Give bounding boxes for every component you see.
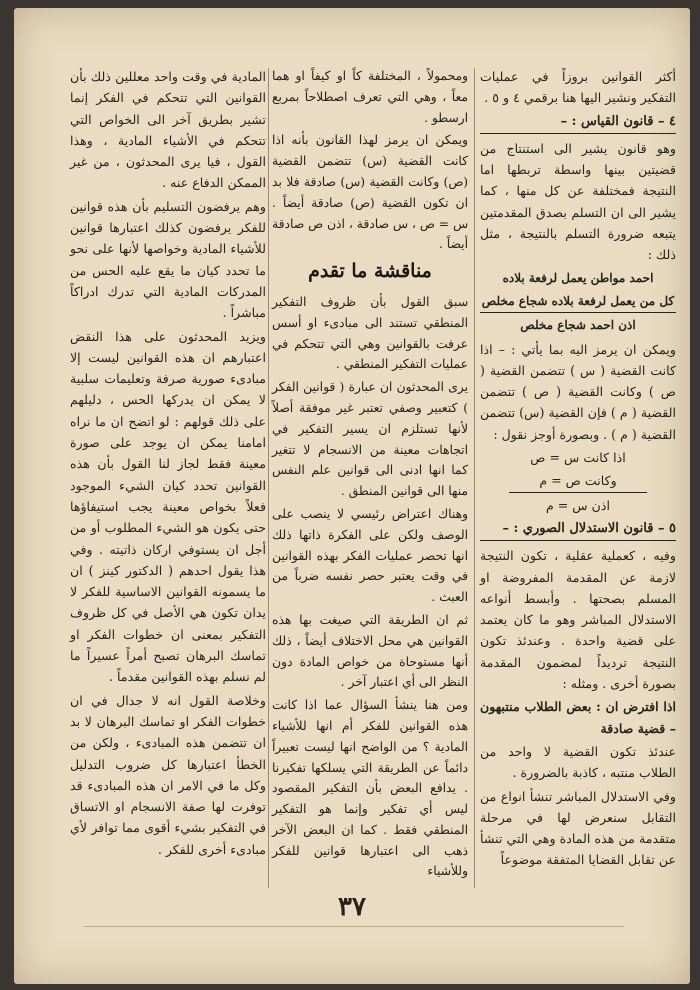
paragraph: وهو قانون يشير الى استنتاج من قضيتين بينها واسطة تربطها اما النتيجة فمختلفة عن كل منها ، كما يشير الى ان التسلم بصدق المقدمتين يتبعه ضرورة التسلم بالنتيجة ، مثل ذلك : [480,140,676,263]
column-right [480,66,676,873]
formula-line: اذن س = م [545,497,611,513]
paragraph: وهناك اعتراض رئيسي لا ينصب على الوصف ولكن على الفكرة ذاتها ذلك انها تحصر عمليات الفكر بهذه القوانين في وقت يعتبر حصر نفسه ضرباً من العبث . [272,506,468,605]
section-heading: ٥ – قانون الاستدلال الصوري : – [480,518,676,541]
paragraph: ويمكن ان يرمز اليه بما يأتي : – اذا كانت القضية ( س ) تتضمن القضية ( ص ) وكانت القضية ( ص ) تتضمن القضية ( م ) فإن القضية (س) تتضمن القضية ( م ) . وبصورة أوجز نقول : [480,341,676,442]
paragraph: وفي الاستدلال المباشر تنشأ انواع من التقابل سنعرض لها في مرحلة متقدمة من هذه المادة وهي التي تنشأ عن تقابل القضايا المتفقة موضوعاً [480,788,676,868]
paragraph: ومحمولاً ، المختلفة كاً او كيفاً او هما معاً ، وهي التي تعرف اصطلاحاً بمربع ارسطو . [272,69,468,125]
paragraph: وخلاصة القول انه لا جدال في ان خطوات الفكر او تماسك البرهان لا بد ان تتضمن هذه المبادىء ، ولكن من الخطأ اعتبارها كل ضروب التدليل وكل ما في الامر ان هذه المبادىء قد توفرت لها صفة الانسجام او الاتساق في التفكير بشيء أقوى مما توافر لأي مبادىء أخرى للفكر . [70,692,266,857]
paragraph: سبق القول بأن ظروف التفكير المنطقي تستند الى مبادىء او أسس عرفت بالقوانين وهي التي تتحكم في عمليات التفكير المنطقي . [272,294,468,372]
example-line: كل من يعمل لرفعة بلاده شجاع مخلص [480,291,676,313]
example-line: احمد مواطن يعمل لرفعة بلاده [502,270,654,285]
column-divider [474,68,475,888]
paragraph: ثم ان الطريقة التي صيغت بها هذه القوانين هي محل الاختلاف أيضاً ، ذلك أنها مستوحاة من خواص المادة دون النظر الى أي اعتبار آخر . [272,612,468,690]
paragraph: يرى المحدثون ان عبارة ( قوانين الفكر ) كتعبير وصفي تعتبر غير موفقة أصلاً لأنها تستلزم ان يسير التفكير في اتجاهات معينة من الانسجام لا تتغير كما انها ادنى الى قوانين علم النفس منها الى قوانين المنطق . [272,380,468,499]
column-middle [272,66,468,884]
column-divider [268,68,269,888]
paragraph: وفيه ، كعملية عقلية ، تكون النتيجة لازمة عن المقدمة المفروضة او المسلم بصحتها . وأبسط أنواعه الاستدلال المباشر وهو ما كان يعتمد على قضية واحدة . وعندئذ تكون النتيجة ترديداً لمضمون المقدمة بصورة أخرى . ومثله : [480,548,676,692]
formula-line: وكانت ص = م [509,470,646,492]
paragraph: عندئذ تكون القضية لا واحد من الطلاب منتبه ، كاذبة بالضرورة . [480,743,676,781]
divider [84,926,624,927]
document-page [14,8,690,984]
page-number: ٣٧ [338,892,366,922]
paragraph: ومن هنا ينشأ السؤال عما اذا كانت هذه القوانين للفكر أم انها للأشياء المادية ؟ من الواضح انها ليست تعبيراً دائماً عن الطريقة التي يسلكها تفكيرنا . يدافع البعض بأن التفكير المقصود ليس أي تفكير وإنما هو التفكير المنطقي فقط . كما ان البعض الآخر ذهب الى اعتبارها قوانين للفكر وللأشياء [272,698,468,879]
paragraph: ويزيد المحدثون على هذا النقض اعتبارهم ان هذه القوانين ليست إلا مبادىء صورية صرفة وتعليمات سلبية لا يمكن ان يدركها الحس ، دليلهم على ذلك قولهم : لو اتضح ان ما نراه امامنا يمكن ان يوجد على صورة معينة فقط لجاز لنا القول بأن هذه القوانين تحدد كيان الشيء الموجود فعلاً بخواص معينة يجب استيفاؤها حتى يكون هو الشيء المطلوب أو من أجل ان يستوفي اركان ذاتيته . وفي هذا يقول احدهم ( الدكتور كينز ) ان ما يسمونه القوانين الاساسية للفكر لا يدان تكون هي الأصل في كل ظروف التفكير بمعنى ان خطوات الفكر او تماسك البرهان تصبح أمراً عسيراً ما لم نسلم بهذه القوانين مقدماً . [70,328,266,685]
paragraph: أكثر القوانين بروزاً في عمليات التفكير ونشير اليها هنا برقمي ٤ و ٥ . [480,69,676,106]
section-title: مناقشة ما تقدم [308,260,432,283]
example-line: اذا افترض ان : بعض الطلاب منتبهون – قضية صادقة [480,699,676,736]
column-left [70,66,266,862]
paragraph: المادية في وقت واحد معللين ذلك بأن القوانين التي تتحكم في الفكر إنما تشير بطريق آخر الى الخواص التي تتحكم في الأشياء المادية ، وهذا القول ، فيا يرى المحدثون ، من غير الممكن الدفاع عنه . [70,69,266,191]
paragraph: وهم يرفضون التسليم بأن هذه قوانين للفكر يرفضون كذلك اعتبارها قوانين للأشياء المادية وخواصها لأنها على نحو ما تحدد كيان ما يقع عليه الحس من المدركات المادية التي تدرك ادراكاً مباشراً . [70,198,266,321]
section-heading: ٤ – قانون القياس : – [480,111,676,134]
paragraph: ويمكن ان يرمز لهذا القانون بأنه اذا كانت القضية (س) تتضمن القضية (ص) وكانت القضية (س) صادقة فلا بد ان تكون القضية (ص) صادقة أيضاً . س = ص ، س صادقة ، اذن ص صادقة أيضاً . [272,133,468,252]
formula-line: اذا كانت س = ص [530,450,626,466]
example-line: اذن احمد شجاع مخلص [520,318,636,333]
